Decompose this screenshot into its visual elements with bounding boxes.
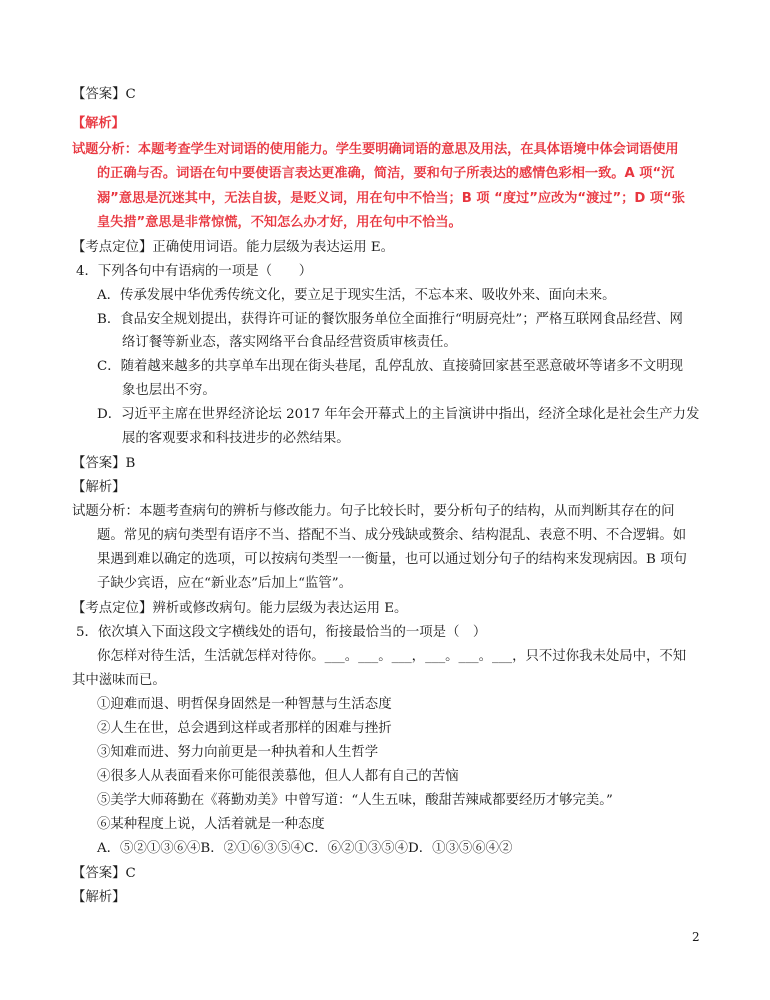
text-line: 皇失措”意思是非常惊慌，不知怎么办才好，用在句中不恰当。 — [97, 215, 462, 230]
text-line: 题。常见的病句类型有语序不当、搭配不当、成分残缺或赘余、结构混乱、表意不明、不合逻辑。如 — [97, 528, 687, 543]
text-line: 【答案】C — [72, 866, 136, 881]
text-line: D．习近平主席在世界经济论坛 2017 年年会开幕式上的主旨演讲中指出，经济全球化是社会生产力发 — [97, 407, 700, 422]
text-line: ⑥某种程度上说，人活着就是一种态度 — [97, 817, 325, 832]
text-line: 其中滋味而已。 — [72, 673, 166, 688]
text-line: 【考点定位】正确使用词语。能力层级为表达运用 E。 — [72, 240, 395, 255]
text-line: 的正确与否。词语在句中要使语言表达更准确，简洁，要和句子所表达的感情色彩相一致。A 项“沉 — [97, 166, 675, 181]
text-line: 【解析】 — [72, 890, 126, 905]
text-line: 5．依次填入下面这段文字横线处的语句，衔接最恰当的一项是（ ） — [76, 625, 487, 640]
text-line: ⑤美学大师蒋勤在《蒋勤劝美》中曾写道：“人生五味，酸甜苦辣咸都要经历才够完美。” — [97, 793, 613, 808]
text-line: 展的客观要求和科技进步的必然结果。 — [122, 431, 350, 446]
text-line: ②人生在世，总会遇到这样或者那样的困难与挫折 — [97, 721, 392, 736]
text-line: 试题分析：本题考查病句的辨析与修改能力。句子比较长时，要分析句子的结构，从而判断其存在的问 — [72, 504, 675, 519]
text-line: 【答案】B — [72, 456, 136, 471]
text-line: 络订餐等新业态，落实网络平台食品经营资质审核责任。 — [122, 335, 457, 350]
text-line: 象也层出不穷。 — [122, 383, 216, 398]
text-line: A．⑤②①③⑥④B．②①⑥③⑤④C．⑥②①③⑤④D．①③⑤⑥④② — [97, 841, 513, 856]
text-line: A．传承发展中华优秀传统文化，要立足于现实生活，不忘本来、吸收外来、面向未来。 — [97, 288, 616, 303]
text-line: 溺”意思是沉迷其中，无法自拔，是贬义词，用在句中不恰当；B 项 “度过”应改为“渡过”；D 项“张 — [97, 191, 685, 206]
text-line: 4．下列各句中有语病的一项是（ ） — [76, 264, 313, 279]
text-line: 【解析】 — [72, 116, 125, 131]
text-line: 【考点定位】辨析或修改病句。能力层级为表达运用 E。 — [72, 601, 408, 616]
page-number: 2 — [692, 930, 700, 944]
text-line: 果遇到难以确定的选项，可以按病句类型一一衡量，也可以通过划分句子的结构来发现病因。B 项句 — [97, 552, 687, 567]
text-line: ①迎难而退、明哲保身固然是一种智慧与生活态度 — [97, 697, 392, 712]
text-line: ④很多人从表面看来你可能很羡慕他，但人人都有自己的苦恼 — [97, 769, 459, 784]
text-line: ③知难而进、努力向前更是一种执着和人生哲学 — [97, 745, 379, 760]
text-line: 【解析】 — [72, 480, 126, 495]
text-line: 【答案】C — [72, 87, 136, 102]
text-line: 你怎样对待生活，生活就怎样对待你。___。___。___，___。___。___，只不过你我未处局中，不知 — [97, 649, 687, 664]
text-line: 试题分析：本题考查学生对词语的使用能力。学生要明确词语的意思及用法，在具体语境中体会词语使用 — [72, 142, 679, 157]
text-line: B．食品安全规划提出，获得许可证的餐饮服务单位全面推行“明厨亮灶”；严格互联网食品经营、网 — [97, 312, 683, 327]
text-line: C．随着越来越多的共享单车出现在街头巷尾，乱停乱放、直接骑回家甚至恶意破坏等诸多不文明现 — [97, 359, 684, 374]
text-line: 子缺少宾语，应在“新业态”后加上“监管”。 — [97, 576, 353, 591]
